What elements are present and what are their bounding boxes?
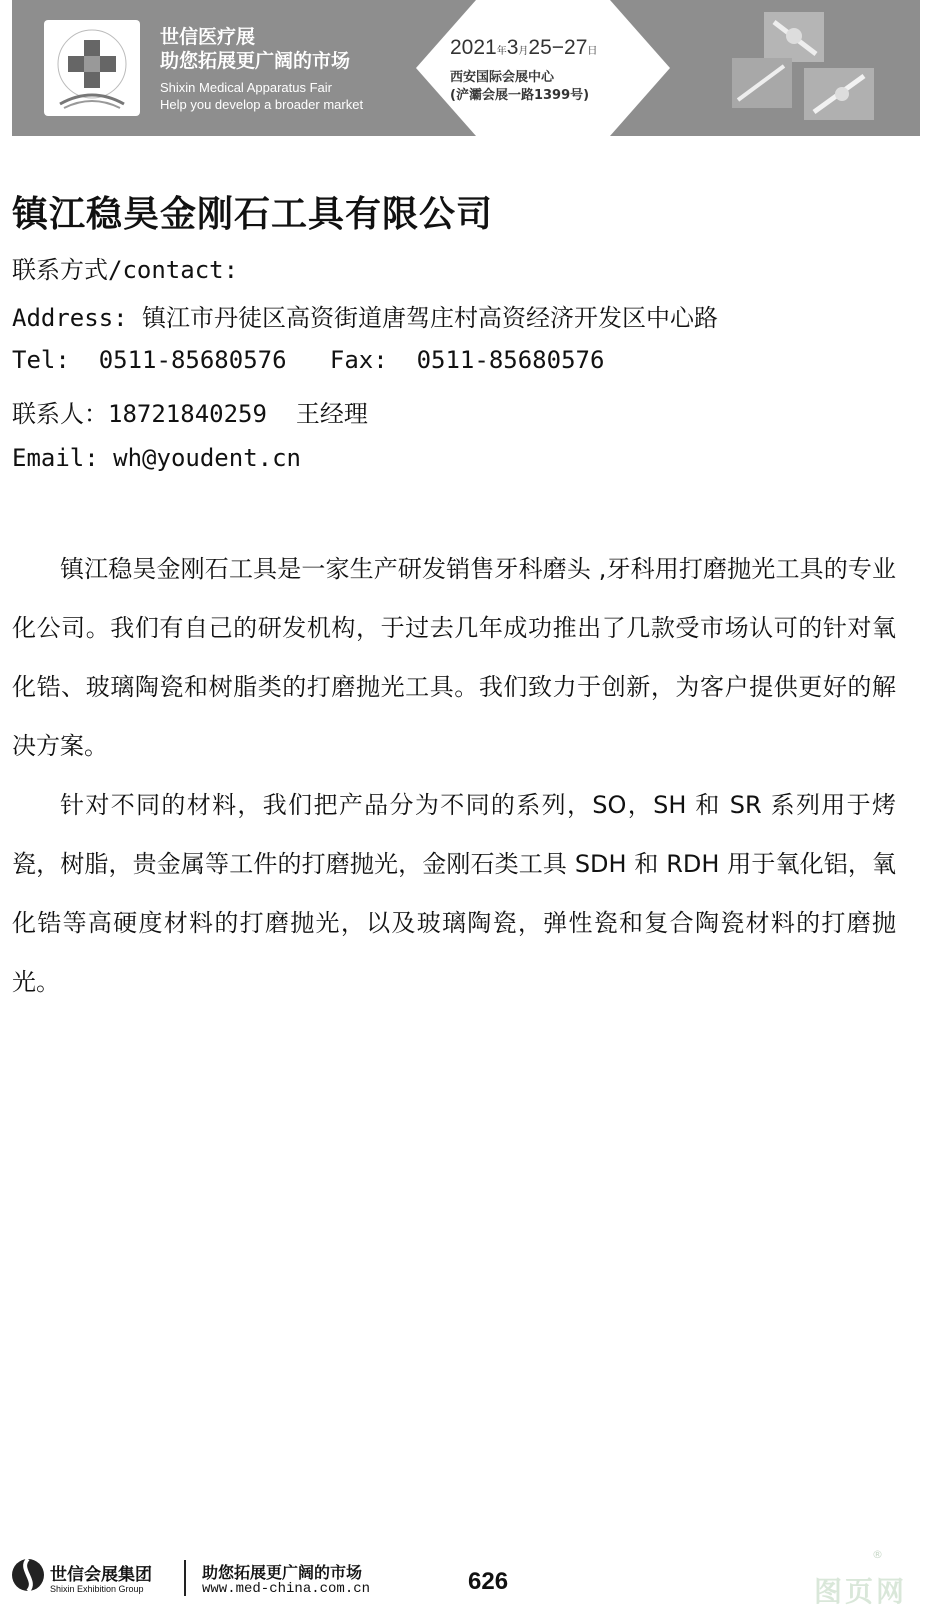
banner-title-cn: 世信医疗展 (160, 26, 256, 48)
group-logo-icon (10, 1555, 46, 1595)
banner-slogan-cn: 助您拓展更广阔的市场 (160, 50, 351, 72)
banner-title-en: Shixin Medical Apparatus Fair (160, 80, 332, 95)
watermark-registered-mark: ® (872, 1548, 883, 1561)
fair-logo (44, 20, 140, 116)
top-banner (12, 0, 920, 136)
footer-group-name-en: Shixin Exhibition Group (50, 1584, 144, 1594)
email-line: Email: wh@youdent.cn (12, 444, 301, 472)
date-venue-panel (416, 0, 670, 136)
contact-person-line: 联系人：18721840259 王经理 (12, 400, 368, 428)
banner-slogan-en: Help you develop a broader market (160, 97, 364, 112)
address-line: Address: 镇江市丹徒区高资街道唐驾庄村高资经济开发区中心路 (12, 304, 719, 332)
dental-tools-image (724, 8, 904, 128)
footer-group-name: 世信会展集团 (50, 1565, 152, 1585)
page-number: 626 (468, 1568, 509, 1595)
phone-fax-line: Tel: 0511-85680576 Fax: 0511-85680576 (12, 346, 605, 374)
footer-divider (184, 1560, 186, 1596)
footer-slogan: 助您拓展更广阔的市场 (202, 1563, 363, 1582)
fair-venue-address: (浐灞会展一路1399号) (450, 88, 590, 103)
company-name: 镇江稳昊金刚石工具有限公司 (12, 194, 494, 235)
description-paragraph-2: 针对不同的材料，我们把产品分为不同的系列，SO，SH 和 SR 系列用于烤瓷，树脂，贵金属等工件的打磨抛光，金刚石类工具 SDH 和 RDH 用于氧化铝，氧化锆等高硬度材料的打磨抛光，以及玻璃陶瓷，弹性瓷和复合陶瓷材料的打磨抛光。 (12, 791, 896, 996)
fair-dates: 2021年3月25−27日 (450, 36, 598, 59)
footer-url: www.med-china.com.cn (202, 1581, 371, 1597)
watermark: 图页网 (814, 1575, 908, 1608)
contact-heading: 联系方式/contact: (12, 256, 239, 284)
fair-venue: 西安国际会展中心 (450, 70, 555, 85)
description-paragraph-1: 镇江稳昊金刚石工具是一家生产研发销售牙科磨头 ,牙科用打磨抛光工具的专业化公司。我们有自己的研发机构，于过去几年成功推出了几款受市场认可的针对氧化锆、玻璃陶瓷和树脂类的打磨抛光工具。我们致力于创新，为客户提供更好的解决方案。 (12, 555, 896, 760)
